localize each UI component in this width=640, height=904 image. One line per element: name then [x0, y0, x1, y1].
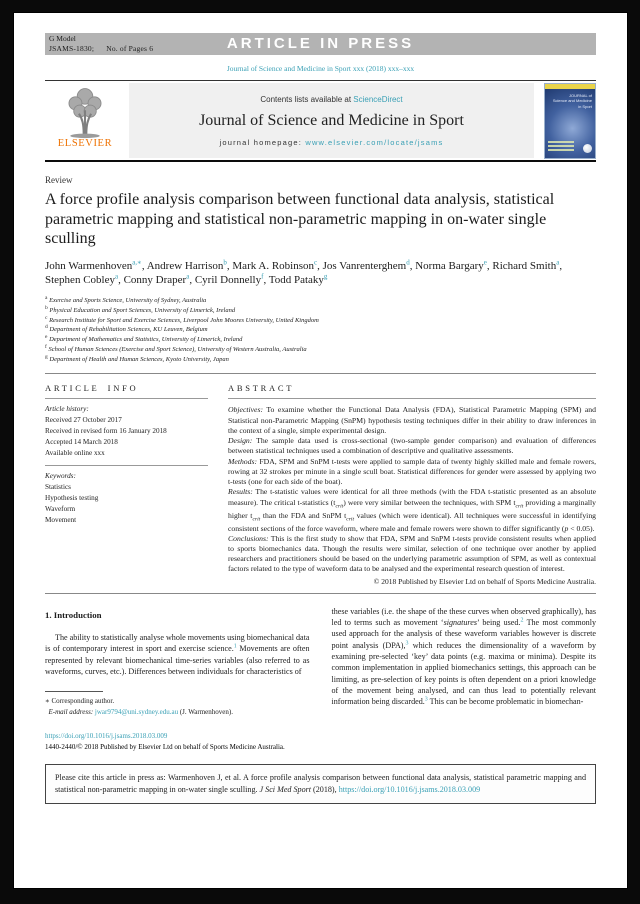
- manuscript-number: JSAMS-1830;: [49, 43, 95, 53]
- cover-title: [553, 93, 592, 110]
- cover-title-line: JOURNAL of: [569, 92, 592, 98]
- intro-left-column: [45, 606, 310, 718]
- abstract-paragraph-label: Methods:: [228, 456, 258, 466]
- footnote-rule: [45, 691, 103, 692]
- abstract-copyright: © 2018 Published by Elsevier Ltd on behalf of Sports Medicine Australia.: [373, 576, 596, 586]
- homepage-prefix: journal homepage:: [219, 137, 303, 147]
- abstract-paragraph-label: Design:: [228, 436, 253, 446]
- abstract-heading: ABSTRACT: [228, 383, 596, 399]
- article-type-label: Review: [45, 175, 73, 185]
- elsevier-tree-logo-icon: [59, 84, 111, 140]
- affiliation: $^g$ Department of Health and Human Sciences, Kyoto University, Japan: [45, 353, 229, 363]
- intro-paragraph-left: The ability to statistically analyse whole movements using biomechanical data is of contemporary interest in sport and exercise science.$^1$ Movements are often represented by relevant biomechanical time-series variables (also referred to as waveforms, curves, etc.). Differences between individuals for characteristics of: [45, 633, 310, 676]
- running-head: Journal of Science and Medicine in Sport xxx (2018) xxx–xxx: [226, 64, 415, 73]
- cover-bottom-text: [548, 141, 574, 153]
- abstract-paragraph: Objectives: To examine whether the Functional Data Analysis (FDA), Statistical Parametric Mapping (SPM) and Statistical non-Parametric Mapping (SnPM) hypothesis testing techniques differ in their ability to draw inferences in the context of a single, simple experimental design.: [228, 405, 596, 435]
- pages-note: No. of Pages 6: [106, 43, 154, 53]
- cover-title-line: in Sport: [578, 103, 592, 109]
- abstract-paragraph: Results: The t-statistic values were identical for all three methods (with the FDA t-statistic presented as an absolute measure). The critical t-statistics $(t_{crit})$ were very similar between the techniques, with SPM $t_{crit}$ providing a marginally higher $t_{crit}$ than the FDA and SnPM $t_{crit}$ values (which were identical). All techniques were successful in identifying consistent sections of the force waveform, where male and female rowers were shown to differ significantly (p < 0.05).: [228, 487, 597, 533]
- abstract-body: [228, 399, 596, 574]
- cover-title-line: Science and Medicine: [552, 98, 592, 104]
- abstract-column: [228, 383, 596, 585]
- affiliations-list: [45, 296, 596, 364]
- doi-block: [45, 731, 596, 753]
- keyword: Hypothesis testing: [45, 494, 99, 503]
- info-abstract-section: [45, 373, 596, 593]
- abstract-paragraph-label: Conclusions:: [228, 533, 269, 543]
- contents-prefix: Contents lists available at: [260, 94, 352, 104]
- article-info-heading: ARTICLE INFO: [45, 383, 208, 399]
- masthead-center: [129, 83, 534, 158]
- article-info-column: [45, 383, 208, 585]
- cover-yellow-band: [545, 84, 595, 89]
- affiliation: $^e$ Department of Mathematics and Statistics, University of Limerick, Ireland: [45, 334, 243, 344]
- authors-line: John Warmenhoven$^{a,∗}$, Andrew Harrison$^b$, Mark A. Robinson$^c$, Jos Vanrenterghem$^d$, Norma Bargary$^e$, Richard Smith$^a$, Stephen Cobley$^a$, Conny Draper$^a$, Cyril Donnelly$^f$, Todd Pataky$^g$: [45, 257, 563, 287]
- history-line: Received in revised form 16 January 2018: [45, 427, 167, 436]
- journal-masthead: [45, 80, 596, 162]
- keywords-block: [45, 466, 208, 532]
- affiliation: $^b$ Physical Education and Sport Sciences, University of Limerick, Ireland: [45, 304, 236, 314]
- journal-cover-area: [538, 81, 596, 160]
- citation-text: Please cite this article in press as: Warmenhoven J, et al. A force profile analysis comparison between functional data analysis, statistical parametric mapping and statistical non-parametric mapping in on-water single sculling. J Sci Med Sport (2018),: [55, 772, 586, 794]
- intro-heading: 1. Introduction: [45, 609, 102, 620]
- pdf-page: [14, 13, 627, 888]
- g-model-block: [49, 34, 153, 54]
- email-label: E-mail address:: [48, 708, 94, 717]
- email-suffix: (J. Warmenhoven).: [179, 708, 233, 717]
- affiliation: $^c$ Research Institute for Sport and Exercise Sciences, Liverpool John Moores University, United Kingdom: [45, 314, 319, 324]
- g-model-label: G Model: [49, 34, 76, 43]
- contents-line: [129, 95, 534, 104]
- affiliation: $^f$ School of Human Sciences (Exercise and Sport Science), University of Western Australia, Australia: [45, 343, 307, 353]
- abstract-paragraph: Design: The sample data used is cross-sectional (two-sample gender comparison) and evaluation of differences between statistical techniques used a combination of descriptive and qualitative assessments.: [228, 436, 596, 456]
- affiliation: $^d$ Department of Rehabilitation Sciences, KU Leuven, Belgium: [45, 324, 208, 334]
- history-line: Received 27 October 2017: [45, 416, 122, 425]
- corresponding-author-note: ∗ Corresponding author.: [45, 697, 115, 706]
- doi-link[interactable]: https://doi.org/10.1016/j.jsams.2018.03.009: [45, 732, 168, 741]
- abstract-paragraph: Methods: FDA, SPM and SnPM t-tests were applied to sample data of twenty highly skilled male and female rowers, rowing at 32 strokes per minute in a single scull boat. Statistical differences for gender were assessed by applying two t-tests (one for each side of the boat).: [228, 456, 596, 487]
- history-line: Available online xxx: [45, 448, 105, 457]
- elsevier-logo: [45, 81, 125, 160]
- intro-paragraph-right: these variables (i.e. the shape of the these curves when observed graphically), has led to terms such as movement ‘signatures’ being used.$^2$ The most commonly used approach for the analysis of these waveform variables however is discrete point analysis (DPA),$^3$ which reduces the dimensionality of a waveform by examining pre-selected ‘key’ data points (e.g. maxima or minima). Despite its common implementation in applied biomechanics settings, this approach can be limiting, as pre-selection of key points is often dependent on a priori knowledge of the movement being analysed, and can thus lead to potentially relevant information being discarded.$^3$ This can be become problematic in biomechan-: [331, 606, 597, 707]
- abstract-paragraph-label: Objectives:: [228, 405, 264, 415]
- keyword: Movement: [45, 515, 77, 524]
- cover-publisher-logo-icon: [583, 144, 592, 153]
- keyword: Statistics: [45, 483, 71, 492]
- history-list: [45, 415, 208, 458]
- history-label: Article history:: [45, 405, 89, 414]
- journal-homepage-link[interactable]: www.elsevier.com/locate/jsams: [305, 137, 444, 147]
- elsevier-wordmark: ELSEVIER: [57, 138, 113, 149]
- sciencedirect-link[interactable]: ScienceDirect: [353, 94, 403, 104]
- banner-title: ARTICLE IN PRESS: [226, 35, 415, 52]
- footnote-block: [45, 677, 310, 718]
- article-title: A force profile analysis comparison between functional data analysis, statistical parametric mapping and statistical non-parametric mapping in on-water single sculling: [45, 191, 555, 248]
- abstract-paragraph: Conclusions: This is the first study to show that FDA, SPM and SnPM t-tests provide consistent results when applied to sports biomechanics data. Though the results were similar, selection of one technique over another by applied researchers and practitioners should be based on the underlying parametric assumption of SPM, as well as contextual factors related to the type of waveform data to be analysed and the experimental research question of interest.: [228, 533, 596, 574]
- citation-box: [45, 764, 596, 804]
- issn-copyright-line: 1440-2440/© 2018 Published by Elsevier Ltd on behalf of Sports Medicine Australia.: [45, 742, 285, 751]
- article-in-press-banner: [45, 33, 596, 55]
- abstract-paragraph-label: Results:: [228, 487, 253, 497]
- keyword: Waveform: [45, 504, 76, 513]
- email-line: [45, 707, 310, 718]
- homepage-line: [129, 138, 534, 147]
- keywords-list: [45, 482, 208, 525]
- journal-title: Journal of Science and Medicine in Sport: [199, 111, 464, 129]
- email-link[interactable]: jwar9794@uni.sydney.edu.au: [94, 708, 179, 717]
- affiliation: $^a$ Exercise and Sports Science, University of Sydney, Australia: [45, 295, 207, 305]
- history-line: Accepted 14 March 2018: [45, 437, 118, 446]
- journal-cover-thumbnail: [544, 83, 596, 159]
- citation-doi-link[interactable]: https://doi.org/10.1016/j.jsams.2018.03.009: [338, 784, 481, 794]
- article-history-block: [45, 399, 208, 466]
- intro-right-column: [332, 606, 597, 718]
- keywords-label: Keywords:: [45, 472, 76, 481]
- introduction-section: [45, 606, 596, 718]
